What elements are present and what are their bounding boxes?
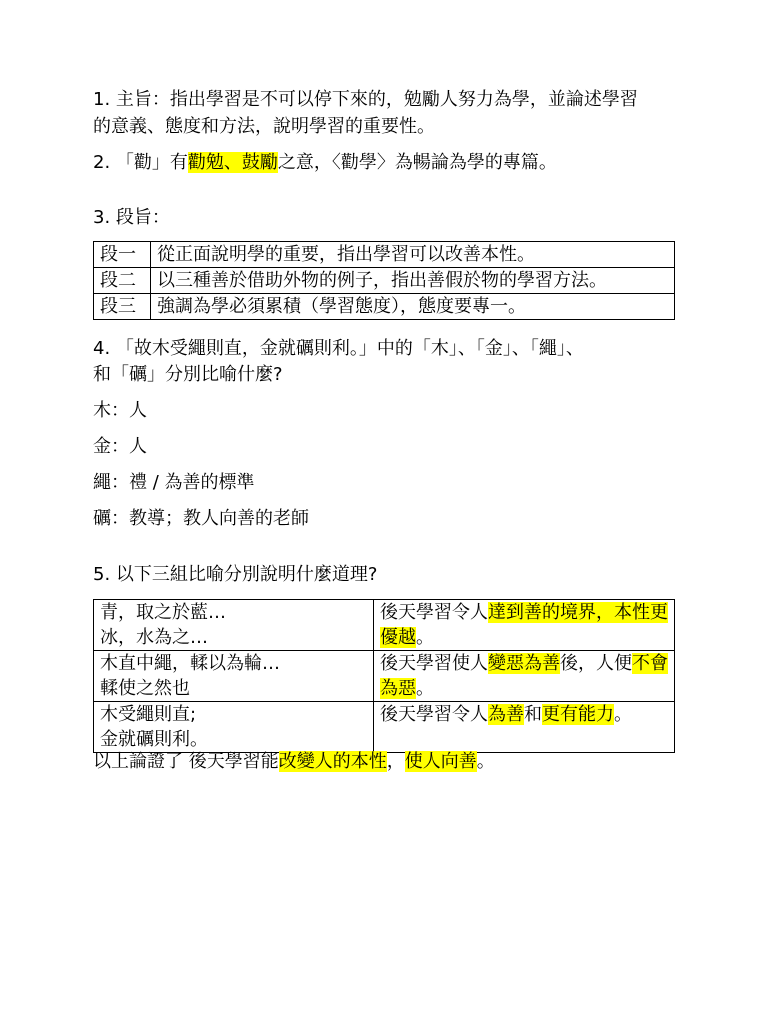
meaning-text: 後天學習令人 xyxy=(380,602,488,623)
meaning-cell xyxy=(374,702,675,753)
conclusion-text: 。 xyxy=(476,751,495,772)
row-key: 段三 xyxy=(94,294,151,320)
metaphor-line: 冰，水為之… xyxy=(100,627,208,648)
metaphor-line: 木受繩則直; xyxy=(100,704,197,725)
q3-title: 3. 段旨： xyxy=(93,207,170,228)
row-value: 強調為學必須累積（學習態度），態度要專一。 xyxy=(151,294,675,320)
meaning-text: 後，人便 xyxy=(560,653,632,674)
table-row xyxy=(94,242,675,268)
paragraph-summary-table xyxy=(93,241,675,320)
q2-suffix: 之意，〈勸學〉為暢論為學的專篇。 xyxy=(277,152,557,173)
q4-line-1: 4. 「故木受繩則直，金就礪則利。」中的「木」、「金」、「繩」、 xyxy=(93,338,584,359)
meaning-highlight: 為惡 xyxy=(380,678,416,699)
row-key: 段一 xyxy=(94,242,151,268)
meaning-highlight: 達到善的境界，本性更 xyxy=(488,602,668,623)
meaning-cell xyxy=(374,600,675,651)
q4-answer-metal: 金：人 xyxy=(93,436,147,457)
table-row xyxy=(94,600,675,651)
q5-conclusion xyxy=(93,749,708,775)
meaning-line xyxy=(380,600,668,625)
q4-answer-wood: 木：人 xyxy=(93,400,147,421)
meaning-highlight: 不會 xyxy=(632,653,668,674)
q5-title: 5. 以下三組比喻分別說明什麼道理? xyxy=(93,564,378,585)
meaning-text: 。 xyxy=(416,678,434,699)
meaning-highlight: 為善 xyxy=(488,704,524,725)
metaphor-line: 青，取之於藍… xyxy=(100,602,226,623)
row-value: 以三種善於借助外物的例子，指出善假於物的學習方法。 xyxy=(151,268,675,294)
table-row xyxy=(94,294,675,320)
metaphor-line: 木直中繩，輮以為輪… xyxy=(100,653,280,674)
meaning-highlight: 優越 xyxy=(380,627,416,648)
q4-answer-whetstone: 礪：教導；教人向善的老師 xyxy=(93,508,309,529)
metaphor-line: 金就礪則利。 xyxy=(100,729,208,750)
q1-line-1: 1. 主旨：指出學習是不可以停下來的，勉勵人努力為學，並論述學習 xyxy=(93,89,638,110)
table-row xyxy=(94,702,675,753)
meaning-line xyxy=(380,676,668,701)
meaning-text: 和 xyxy=(524,704,542,725)
metaphor-cell xyxy=(94,651,374,702)
meaning-text: 後天學習令人 xyxy=(380,704,488,725)
table-row xyxy=(94,268,675,294)
q1-line-2: 的意義、態度和方法，說明學習的重要性。 xyxy=(93,116,435,137)
meaning-highlight: 更有能力 xyxy=(542,704,614,725)
table-row xyxy=(94,651,675,702)
row-key: 段二 xyxy=(94,268,151,294)
meaning-line xyxy=(380,625,668,650)
q2-highlight: 勸勉、鼓勵 xyxy=(187,152,278,173)
metaphor-line: 輮使之然也 xyxy=(100,678,190,699)
metaphor-cell xyxy=(94,702,374,753)
conclusion-highlight: 使人向善 xyxy=(404,751,477,772)
q2-line xyxy=(93,150,708,176)
metaphor-cell xyxy=(94,600,374,651)
meaning-highlight: 變惡為善 xyxy=(488,653,560,674)
meaning-text: 。 xyxy=(614,704,632,725)
q4-answer-rope: 繩：禮 / 為善的標準 xyxy=(93,472,255,493)
meaning-line xyxy=(380,702,668,727)
metaphor-table xyxy=(93,599,675,753)
q2-prefix: 2. 「勸」有 xyxy=(93,152,188,173)
row-value: 從正面說明學的重要，指出學習可以改善本性。 xyxy=(151,242,675,268)
q4-line-2: 和「礪」分別比喻什麼? xyxy=(93,364,283,385)
conclusion-highlight: 改變人的本性 xyxy=(278,751,387,772)
meaning-line xyxy=(380,651,668,676)
meaning-text: 後天學習使人 xyxy=(380,653,488,674)
meaning-text: 。 xyxy=(416,627,434,648)
conclusion-text: 以上論證了 後天學習能 xyxy=(93,751,279,772)
conclusion-text: ， xyxy=(386,751,405,772)
meaning-cell xyxy=(374,651,675,702)
